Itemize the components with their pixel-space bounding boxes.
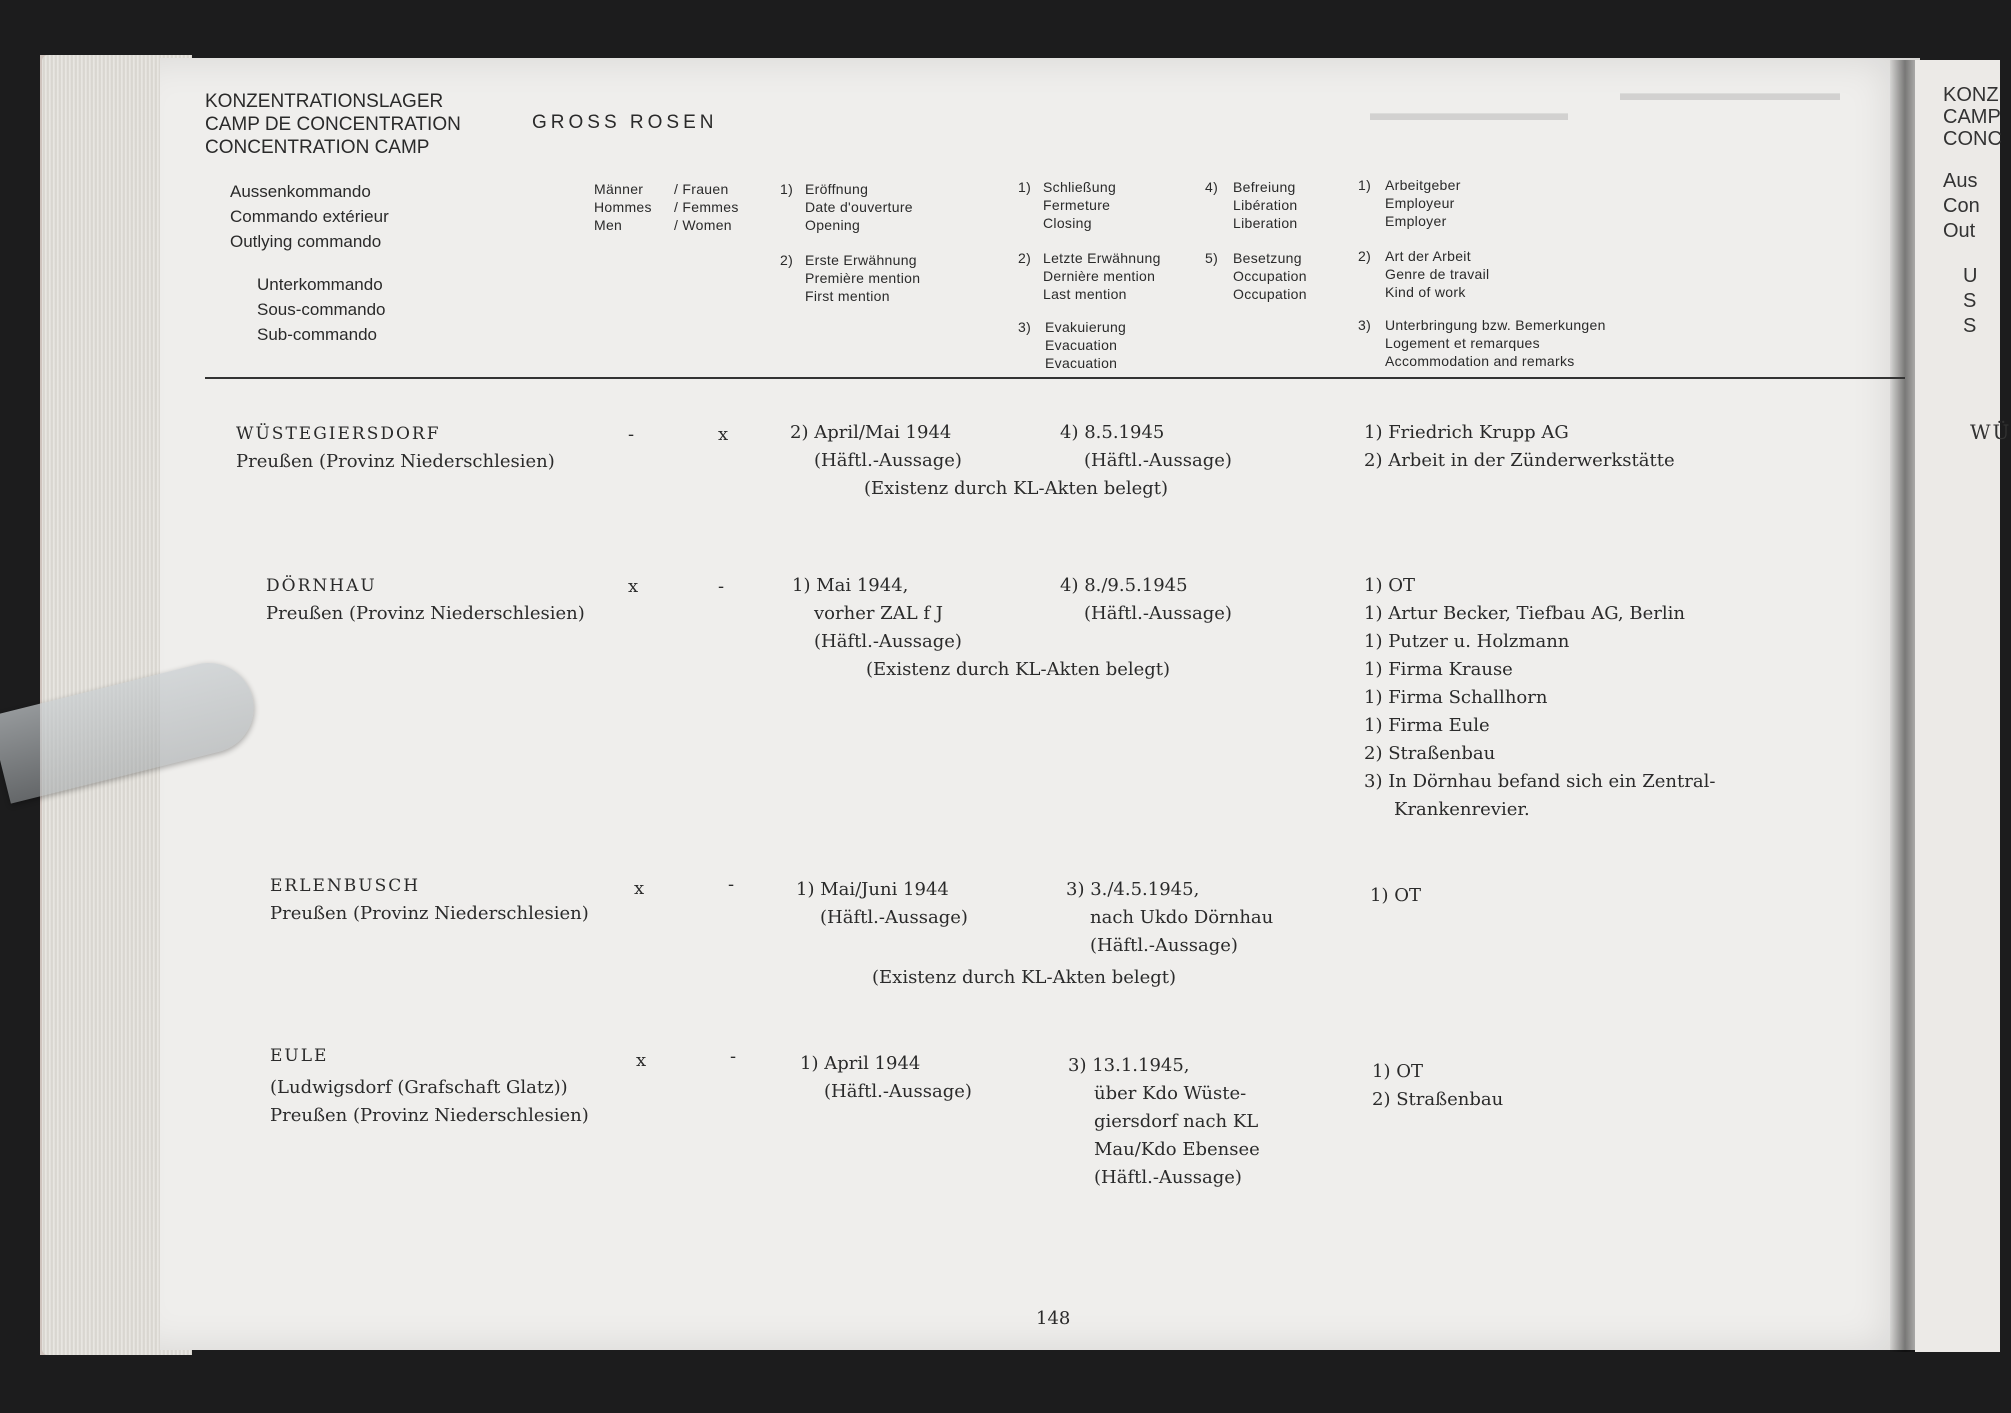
text-line: Krankenrevier. [1394, 799, 1530, 820]
label-line: Première mention [805, 270, 921, 286]
entry-name: ERLENBUSCH [270, 876, 421, 896]
text-line: nach Ukdo Dörnhau [1090, 907, 1274, 928]
label-line: / Femmes [674, 199, 739, 215]
label-line: Men [594, 217, 623, 233]
letzte-num: 2) [1018, 250, 1032, 266]
label-line: Aussenkommando [230, 182, 371, 201]
label-line: Sub-commando [257, 325, 378, 344]
text-line: (Ludwigsdorf (Grafschaft Glatz)) [270, 1077, 568, 1098]
next-page-fragment [1915, 60, 2011, 1352]
label-line: Unterbringung bzw. Bemerkungen [1385, 317, 1606, 333]
label-line: Letzte Erwähnung [1043, 250, 1161, 266]
entry-note: (Existenz durch KL-Akten belegt) [866, 659, 1171, 680]
entry-work [1364, 419, 1675, 475]
title-line: CAMP DE CONCENTRATION [205, 114, 461, 135]
entry-note: (Existenz durch KL-Akten belegt) [864, 478, 1169, 499]
text-line: 3) 3./4.5.1945, [1066, 879, 1200, 900]
label-line: Schließung [1043, 179, 1117, 195]
women-column-header [674, 180, 739, 234]
label-line: Arbeitgeber [1385, 177, 1461, 193]
label-line: Befreiung [1233, 179, 1296, 195]
art-header [1385, 247, 1489, 301]
entry-closing [1060, 572, 1232, 628]
entry-closing [1060, 419, 1232, 475]
header-divider [205, 377, 1905, 379]
label-line: Männer [594, 181, 644, 197]
befreiung-header [1233, 178, 1298, 232]
label-line: Kind of work [1385, 284, 1466, 300]
label-line: Sous-commando [257, 300, 386, 319]
art-num: 2) [1358, 248, 1372, 264]
next-page-text: WÜ [1970, 420, 2011, 444]
women-mark: - [728, 874, 735, 895]
text-line: (Häftl.-Aussage) [1090, 935, 1238, 956]
bleed-through: ▬▬▬▬▬▬▬▬▬▬ [1620, 80, 1840, 105]
label-line: / Frauen [674, 181, 729, 197]
text-line: (Häftl.-Aussage) [814, 450, 962, 471]
label-line: Liberation [1233, 215, 1298, 231]
camp-name: GROSS ROSEN [532, 112, 718, 133]
men-mark: x [628, 576, 639, 597]
label-line: Opening [805, 217, 861, 233]
evakuierung-num: 3) [1018, 319, 1032, 335]
entry-name: EULE [270, 1046, 329, 1066]
besetzung-header [1233, 249, 1307, 303]
text-line: 1) OT [1370, 885, 1421, 906]
text-line: 2) Arbeit in der Zünderwerkstätte [1364, 450, 1675, 471]
label-line: Unterkommando [257, 275, 383, 294]
label-line: Evacuation [1045, 337, 1118, 353]
label-line: Accommodation and remarks [1385, 353, 1575, 369]
text-line: vorher ZAL f J [814, 603, 943, 624]
label-line: Besetzung [1233, 250, 1302, 266]
entry-opening [792, 572, 962, 656]
text-line: 1) Mai/Juni 1944 [796, 879, 949, 900]
bleed-through: ▬▬▬▬▬▬▬▬▬ [1370, 100, 1568, 125]
arbeitgeber-header [1385, 176, 1461, 230]
erwaehnung-header [805, 251, 920, 305]
entry-name: WÜSTEGIERSDORF [236, 424, 441, 444]
men-mark: x [634, 878, 645, 899]
label-line: Evakuierung [1045, 319, 1127, 335]
text-line: (Häftl.-Aussage) [1084, 450, 1232, 471]
next-page-text: Aus [1943, 170, 1978, 192]
arbeitgeber-num: 1) [1358, 177, 1372, 193]
text-line: 1) OT [1372, 1061, 1423, 1082]
label-line: Fermeture [1043, 197, 1111, 213]
text-line: 1) Firma Krause [1364, 659, 1513, 680]
erwaehnung-num: 2) [780, 252, 794, 268]
women-mark: x [718, 424, 729, 445]
text-line: (Häftl.-Aussage) [814, 631, 962, 652]
next-page-text: Con [1943, 195, 1980, 217]
text-line: (Häftl.-Aussage) [1084, 603, 1232, 624]
schliessung-header [1043, 178, 1116, 232]
label-line: Eröffnung [805, 181, 869, 197]
text-line: 1) Putzer u. Holzmann [1364, 631, 1570, 652]
text-line: 3) 13.1.1945, [1068, 1055, 1190, 1076]
label-line: Employer [1385, 213, 1447, 229]
entry-region [270, 1074, 589, 1130]
schliessung-num: 1) [1018, 179, 1032, 195]
label-line: Erste Erwähnung [805, 252, 917, 268]
label-line: Commando extérieur [230, 207, 389, 226]
label-line: Genre de travail [1385, 266, 1490, 282]
next-page-text: S [1963, 290, 1977, 312]
page-number: 148 [1036, 1308, 1071, 1329]
entry-region: Preußen (Provinz Niederschlesien) [266, 603, 585, 624]
label-line: Libération [1233, 197, 1298, 213]
label-line: Logement et remarques [1385, 335, 1540, 351]
title-line: CONCENTRATION CAMP [205, 137, 430, 158]
evakuierung-header [1045, 318, 1126, 372]
next-page-text: CAMP [1943, 106, 2001, 128]
text-line: 3) In Dörnhau befand sich ein Zentral- [1364, 771, 1716, 792]
label-line: Employeur [1385, 195, 1455, 211]
entry-name: DÖRNHAU [266, 576, 377, 596]
men-column-header [594, 180, 652, 234]
eroeffnung-num: 1) [780, 181, 794, 197]
label-line: / Women [674, 217, 732, 233]
entry-closing [1068, 1052, 1260, 1192]
text-line: 2) April/Mai 1944 [790, 422, 952, 443]
label-line: Occupation [1233, 268, 1307, 284]
label-line: Dernière mention [1043, 268, 1156, 284]
label-line: Occupation [1233, 286, 1307, 302]
text-line: 4) 8./9.5.1945 [1060, 575, 1188, 596]
text-line: (Häftl.-Aussage) [1094, 1167, 1242, 1188]
label-line: Hommes [594, 199, 652, 215]
unterbringung-num: 3) [1358, 317, 1372, 333]
label-line: Closing [1043, 215, 1092, 231]
label-line: Date d'ouverture [805, 199, 913, 215]
entry-work [1372, 1058, 1503, 1114]
text-line: Preußen (Provinz Niederschlesien) [270, 1105, 589, 1126]
next-page-text: U [1963, 265, 1978, 287]
next-page-text: CONC [1943, 128, 2002, 150]
unterbringung-header [1385, 316, 1606, 370]
entry-region: Preußen (Provinz Niederschlesien) [236, 451, 555, 472]
eroeffnung-header [805, 180, 913, 234]
text-line: 1) Artur Becker, Tiefbau AG, Berlin [1364, 603, 1685, 624]
men-mark: - [628, 424, 635, 445]
label-line: Outlying commando [230, 232, 382, 251]
label-line: Evacuation [1045, 355, 1118, 371]
text-line: 1) April 1944 [800, 1053, 921, 1074]
befreiung-num: 4) [1205, 179, 1219, 195]
aussenkommando-label [230, 179, 389, 254]
title-line: KONZENTRATIONSLAGER [205, 91, 444, 112]
text-line: 1) Firma Eule [1364, 715, 1490, 736]
next-page-text: S [1963, 315, 1977, 337]
text-line: 1) Friedrich Krupp AG [1364, 422, 1569, 443]
women-mark: - [718, 576, 725, 597]
text-line: (Häftl.-Aussage) [820, 907, 968, 928]
text-line: 4) 8.5.1945 [1060, 422, 1165, 443]
label-line: First mention [805, 288, 890, 304]
label-line: Last mention [1043, 286, 1127, 302]
text-line: (Häftl.-Aussage) [824, 1081, 972, 1102]
besetzung-num: 5) [1205, 250, 1219, 266]
label-line: Art der Arbeit [1385, 248, 1471, 264]
entry-opening [796, 876, 968, 932]
text-line: 1) OT [1364, 575, 1415, 596]
entry-opening [800, 1050, 972, 1106]
text-line: 2) Straßenbau [1372, 1089, 1504, 1110]
unterkommando-label [257, 272, 386, 347]
entry-opening [790, 419, 962, 475]
entry-note: (Existenz durch KL-Akten belegt) [872, 967, 1177, 988]
text-line: über Kdo Wüste- [1094, 1083, 1247, 1104]
entry-work [1364, 572, 1715, 824]
entry-work [1370, 882, 1421, 910]
text-line: 1) Firma Schallhorn [1364, 687, 1548, 708]
text-line: Mau/Kdo Ebensee [1094, 1139, 1260, 1160]
letzte-header [1043, 249, 1161, 303]
entry-closing [1066, 876, 1273, 960]
entry-region: Preußen (Provinz Niederschlesien) [270, 903, 589, 924]
text-line: 2) Straßenbau [1364, 743, 1496, 764]
next-page-text: KONZ [1943, 84, 1999, 106]
women-mark: - [730, 1046, 737, 1067]
text-line: giersdorf nach KL [1094, 1111, 1259, 1132]
men-mark: x [636, 1050, 647, 1071]
text-line: 1) Mai 1944, [792, 575, 909, 596]
header-title [205, 90, 461, 159]
next-page-text: Out [1943, 220, 1976, 242]
